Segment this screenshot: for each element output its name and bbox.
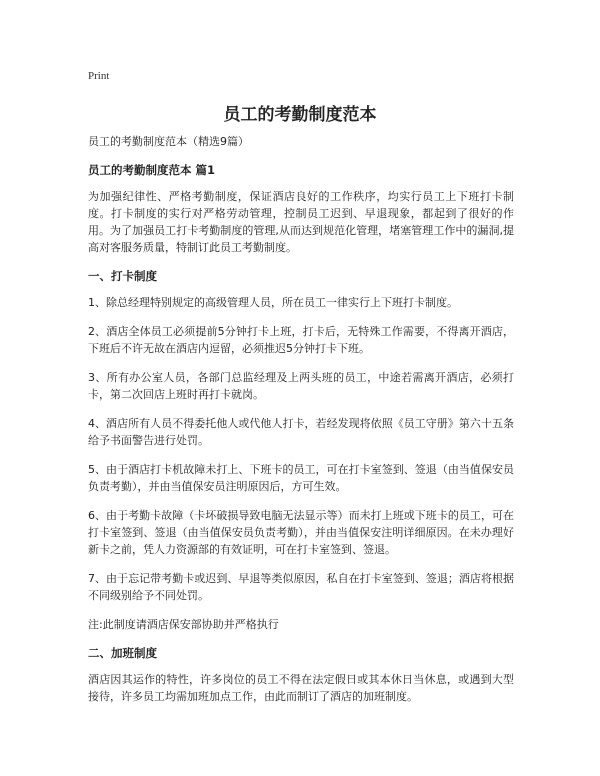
rule-item: 4、酒店所有人员不得委托他人或代他人打卡，若经发现将依照《员工守册》第六十五条给予书面警告进行处罚。 <box>88 417 514 447</box>
rule-item: 7、由于忘记带考勤卡或迟到、早退等类似原因，私自在打卡室签到、签退；酒店将根据不同级别给予不同处罚。 <box>88 572 514 602</box>
part1-heading: 一、打卡制度 <box>88 269 157 283</box>
rule-item: 1、除总经理特别规定的高级管理人员，所在员工一律实行上下班打卡制度。 <box>88 296 458 309</box>
page-title: 员工的考勤制度范本 <box>223 105 377 125</box>
intro-paragraph: 为加强纪律性、严格考勤制度，保证酒店良好的工作秩序，均实行员工上下班打卡制度。打卡制度的实行对严格劳动管理，控制员工迟到、早退现象，都起到了很好的作用。为了加强员工打卡考勤制度的管理,从而达到规范化管理，堵塞管理工作中的漏洞,提高对客服务质量，特制订此员工考勤制度。 <box>88 190 514 254</box>
document-body <box>88 133 514 717</box>
section-heading: 员工的考勤制度范本 篇1 <box>88 163 216 177</box>
rule-item: 3、所有办公室人员，各部门总监经理及上两头班的员工，中途若需离开酒店，必须打卡，第二次回店上班时再打卡就岗。 <box>88 371 514 401</box>
print-link[interactable]: Print <box>88 70 110 82</box>
rule-item: 6、由于考勤卡故障（卡坏破损导致电脑无法显示等）而未打上班或下班卡的员工，可在打卡室签到、签退（由当值保安员负责考勤），并由当值保安注明详细原因。在未办理好新卡之前，凭人力资源部的有效证明，可在打卡室签到、签退。 <box>88 509 514 556</box>
rule-item: 5、由于酒店打卡机故障未打上、下班卡的员工，可在打卡室签到、签退（由当值保安员负责考勤），并由当值保安员注明原因后，方可生效。 <box>88 463 514 493</box>
document-subtitle: 员工的考勤制度范本（精选9篇） <box>88 135 249 148</box>
rule-item: 2、酒店全体员工必须提前5分钟打卡上班，打卡后，无特殊工作需要，不得离开酒店，下班后不许无故在酒店内逗留，必须推迟5分钟打卡下班。 <box>88 325 514 355</box>
part2-heading: 二、加班制度 <box>88 646 157 660</box>
part2-paragraph: 酒店因其运作的特性，许多岗位的员工不得在法定假日或其本休日当休息，或遇到大型接待，许多员工均需加班加点工作，由此而制订了酒店的加班制度。 <box>88 673 514 703</box>
note-text: 注:此制度请酒店保安部协助并严格执行 <box>88 618 279 631</box>
